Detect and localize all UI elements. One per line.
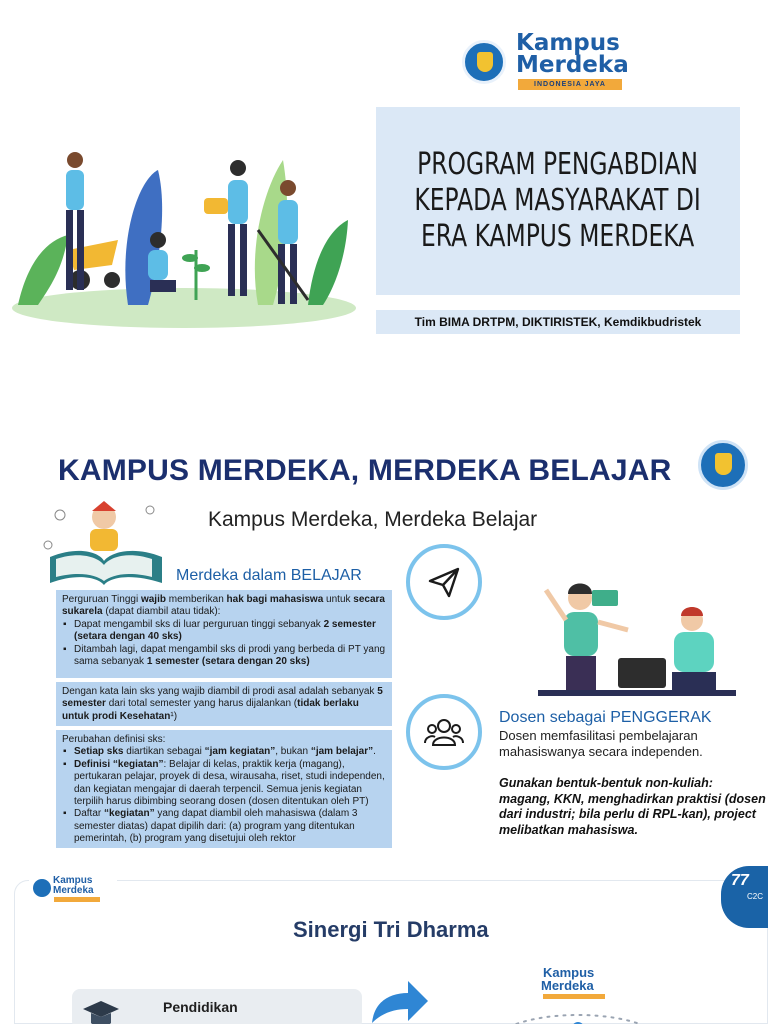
pendidikan-label: Pendidikan [163, 999, 238, 1015]
anniversary-badge [721, 866, 768, 928]
community-service-illustration [8, 140, 360, 330]
definisi-item-daftar-kegiatan: ▪ Daftar “kegiatan” yang dapat diambil oleh mahasiswa (dalam 3 semester diatas) dapat dipilih dari: (a) program yang ditentukan pemerintah, (b) program yang disetujui oleh rektor [62, 808, 386, 845]
logo-word-kampus: Kampus [543, 965, 595, 980]
graduation-cap-icon [81, 999, 121, 1024]
kampus-merdeka-logo [462, 30, 632, 94]
definisi-item-kegiatan: ▪ Definisi “kegiatan”: Belajar di kelas, praktik kerja (magang), pertukaran pelajar, proyek di desa, wirausaha, riset, studi independen, dan kegiatan mengajar di daerah terpencil. Semua jenis kegiatan terpilih harus dibimbing seorang dosen (dosen ditentukan oleh PT) [62, 759, 386, 809]
hak-mahasiswa-box [56, 590, 392, 678]
dosen-penggerak-heading: Dosen sebagai PENGGERAK [499, 709, 712, 726]
slide2-title: KAMPUS MERDEKA, MERDEKA BELAJAR [58, 454, 672, 487]
hak-item-prodi-berbeda: ▪ Ditambah lagi, dapat mengambil sks di prodi yang berbeda di PT yang sama sebanyak 1 semester (setara dengan 20 sks) [62, 644, 386, 669]
hak-item-luar-pt: ▪ Dapat mengambil sks di luar perguruan tinggi sebanyak 2 semester (setara dengan 40 sks) [62, 619, 386, 644]
hak-mahasiswa-intro: Perguruan Tinggi wajib memberikan hak bagi mahasiswa untuk secara sukarela (dapat diambil atau tidak): [62, 594, 385, 618]
dotted-circle-decoration [503, 1009, 653, 1024]
cover-subtitle: Tim BIMA DRTPM, DIKTIRISTEK, Kemdikbudristek [414, 315, 702, 329]
cover-title-line-3: ERA KAMPUS MERDEKA [421, 219, 695, 254]
cover-title-line-2: KEPADA MASYARAKAT DI [414, 183, 702, 218]
logo-word-merdeka: Merdeka [516, 52, 629, 78]
logo-word-merdeka: Merdeka [53, 885, 94, 896]
cover-title-box [376, 107, 740, 295]
logo-word-merdeka: Merdeka [541, 978, 594, 993]
slide-merdeka-belajar [0, 430, 768, 850]
badge-code: C2C [747, 892, 764, 901]
logo-word-kampus: Kampus [53, 875, 93, 886]
cover-subtitle-box [376, 310, 740, 334]
kampus-merdeka-logo-small [29, 873, 117, 905]
lecturer-and-student-illustration [532, 570, 742, 698]
people-group-icon [406, 694, 482, 770]
curved-arrow-icon [368, 977, 430, 1024]
tut-wuri-handayani-emblem-icon [698, 440, 748, 490]
cover-title [415, 147, 701, 255]
cover-title-line-1: PROGRAM PENGABDIAN [417, 147, 699, 182]
logo-word-kampus: Kampus [516, 30, 620, 56]
dosen-non-kuliah-note: Gunakan bentuk-bentuk non-kuliah: magang, KKN, menghadirkan praktisi (dosen dari industri; bila perlu di RPL-kan), project melibatkan mahasiswa. [499, 776, 766, 837]
slide-sinergi-tri-dharma [14, 872, 768, 1024]
paper-plane-icon [406, 544, 482, 620]
definisi-sks-heading: Perubahan definisi sks: [62, 734, 166, 745]
slide2-subtitle: Kampus Merdeka, Merdeka Belajar [208, 508, 538, 531]
slide3-title: Sinergi Tri Dharma [293, 917, 489, 942]
kampus-merdeka-center-logo [539, 965, 609, 1001]
badge-number: 77 [731, 872, 749, 889]
logo-tagline-bar [54, 897, 100, 902]
tut-wuri-handayani-emblem-icon [33, 879, 51, 897]
definisi-item-jam-kegiatan: ▪ Setiap sks diartikan sebagai “jam kegiatan”, bukan “jam belajar”. [62, 746, 386, 758]
logo-tagline-bar [543, 994, 605, 999]
tut-wuri-handayani-emblem-icon [462, 40, 506, 84]
student-reading-illustration [40, 495, 168, 587]
slide-cover [0, 0, 768, 420]
definisi-sks-box [56, 730, 392, 848]
sks-wajib-box: Dengan kata lain sks yang wajib diambil di prodi asal adalah sebanyak 5 semester dari total semester yang harus dijalankan (tidak berlaku untuk prodi Kesehatan¹) [56, 682, 392, 726]
logo-tagline: INDONESIA JAYA [518, 79, 622, 90]
dosen-description: Dosen memfasilitasi pembelajaran mahasiswanya secara independen. [499, 728, 703, 759]
merdeka-belajar-heading: Merdeka dalam BELAJAR [176, 567, 362, 584]
